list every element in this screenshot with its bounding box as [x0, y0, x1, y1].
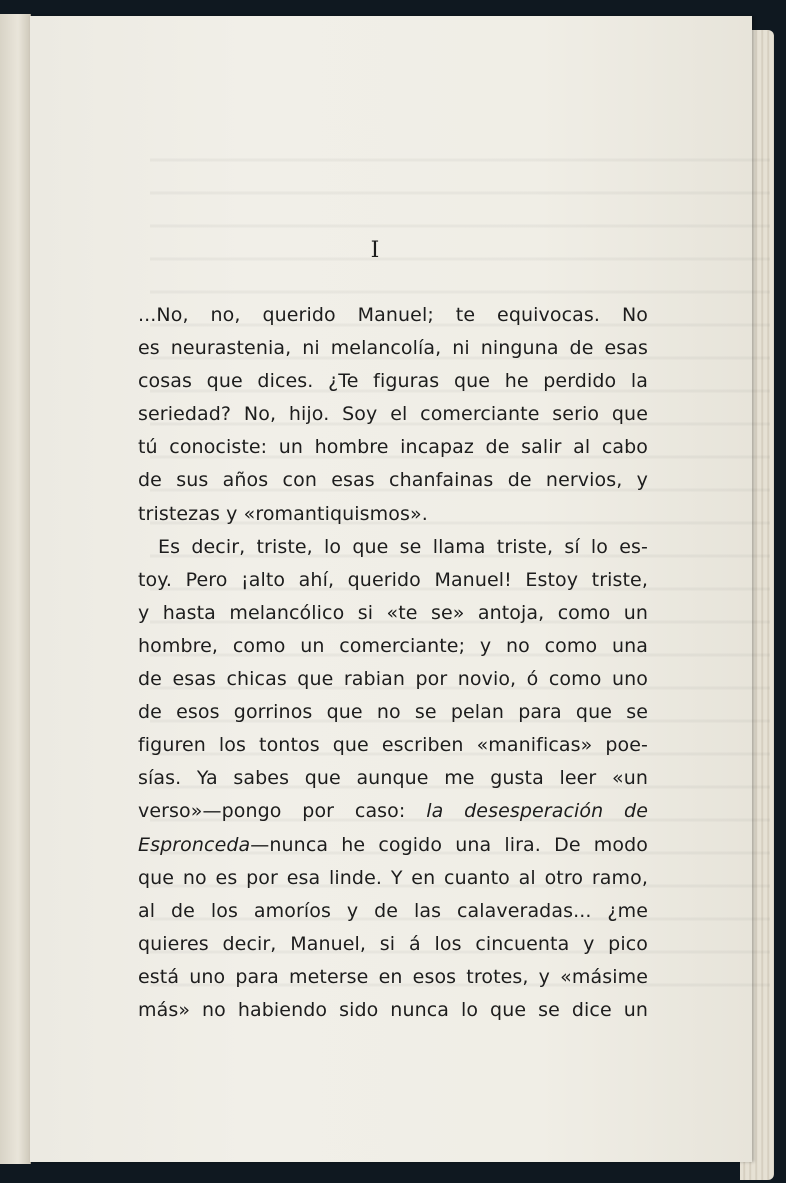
- text-line: que no es por esa linde. Y en cuanto al otro ramo,: [138, 866, 648, 889]
- body-text: [138, 299, 648, 1027]
- text-line: seriedad? No, hijo. Soy el comerciante serio que: [138, 403, 648, 426]
- text-line: ...No, no, querido Manuel; te equivocas. No: [138, 304, 648, 326]
- text-segment: —nunca he cogido una lira. De modo: [250, 833, 648, 856]
- text-line: de esos gorrinos que no se pelan para que se: [138, 701, 648, 724]
- italic-title: la desesperación de: [426, 800, 648, 823]
- text-line: tú conociste: un hombre incapaz de salir al cabo: [138, 436, 648, 459]
- chapter-number: I: [370, 238, 380, 263]
- text-line: hombre, como un comerciante; y no como una: [138, 634, 648, 657]
- text-line: [138, 795, 648, 828]
- text-line: [138, 829, 648, 862]
- italic-title: Espronceda: [138, 833, 251, 856]
- text-line: es neurastenia, ni melancolía, ni ninguna de esas: [138, 337, 648, 360]
- text-line: tristezas y «romantiquismos».: [138, 502, 428, 525]
- text-line: cosas que dices. ¿Te figuras que he perdido la: [138, 370, 648, 393]
- book-page: [30, 16, 752, 1162]
- text-line: al de los amoríos y de las calaveradas... ¿me: [138, 899, 648, 922]
- text-line: está uno para meterse en esos trotes, y «másime: [138, 965, 648, 988]
- text-line: sías. Ya sabes que aunque me gusta leer «un: [138, 767, 648, 790]
- text-segment: verso»—pongo por caso:: [138, 800, 427, 823]
- text-line: de sus años con esas chanfainas de nervios, y: [138, 469, 648, 492]
- left-page-edge: [0, 14, 31, 1164]
- text-line: Es decir, triste, lo que se llama triste, sí lo es-: [158, 535, 648, 558]
- text-line: figuren los tontos que escriben «manificas» poe-: [138, 734, 648, 757]
- text-line: toy. Pero ¡alto ahí, querido Manuel! Estoy triste,: [138, 568, 648, 591]
- text-line: de esas chicas que rabian por novio, ó como uno: [138, 668, 648, 691]
- text-line: y hasta melancólico si «te se» antoja, como un: [138, 601, 648, 624]
- text-line: quieres decir, Manuel, si á los cincuenta y pico: [138, 932, 648, 955]
- text-line: más» no habiendo sido nunca lo que se dice un: [138, 998, 648, 1021]
